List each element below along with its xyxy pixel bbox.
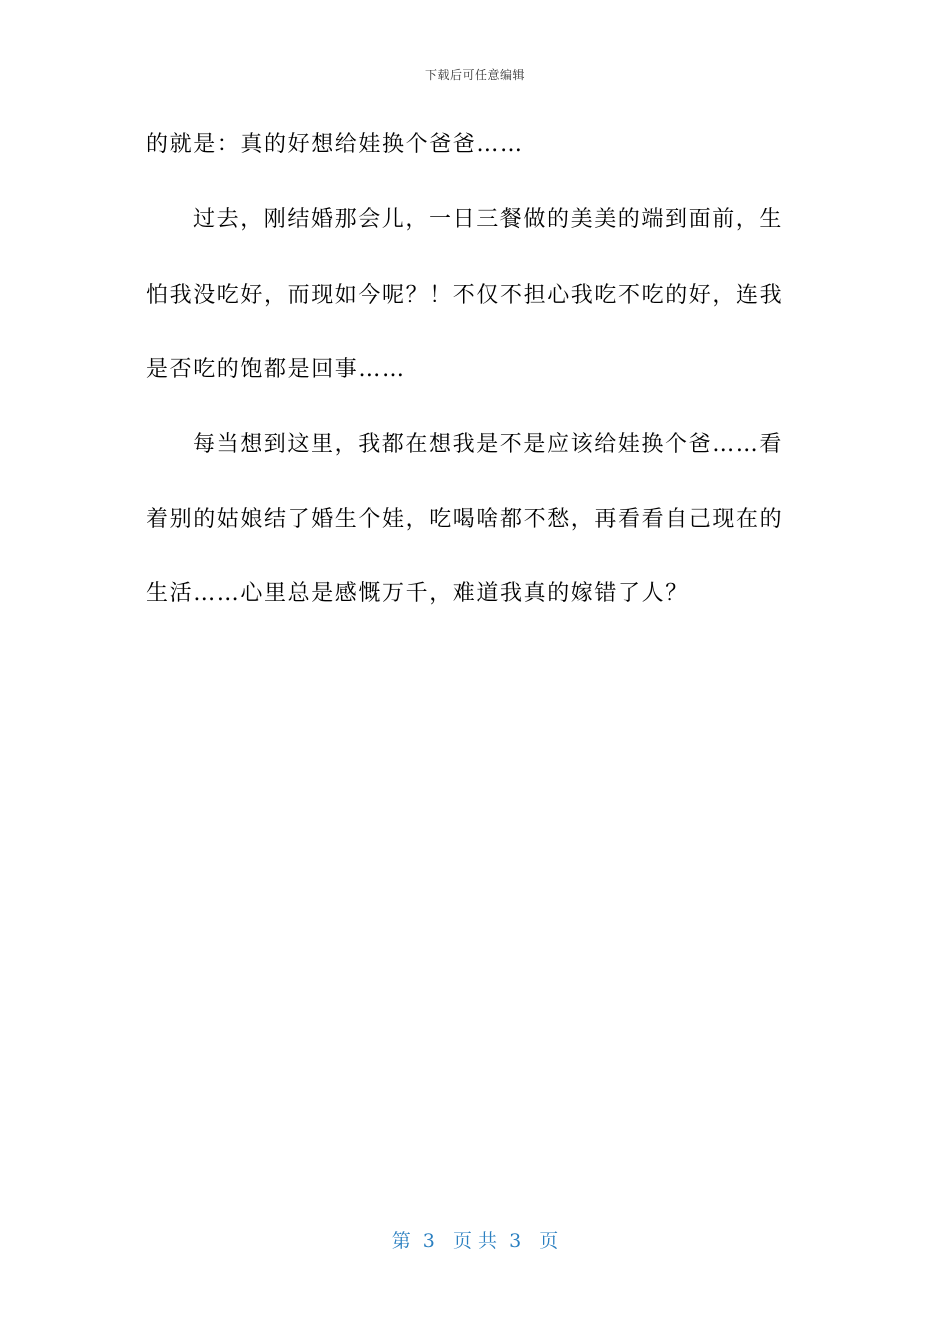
paragraph-line: 过去，刚结婚那会儿，一日三餐做的美美的端到面前，生 [193, 207, 784, 232]
paragraph-line: 生活……心里总是感慨万千，难道我真的嫁错了人？ [146, 581, 689, 606]
paragraph-line: 怕我没吃好，而现如今呢？！不仅不担心我吃不吃的好，连我 [146, 283, 784, 308]
paragraph-line: 每当想到这里，我都在想我是不是应该给娃换个爸……看 [193, 432, 784, 457]
paragraph-line: 的就是：真的好想给娃换个爸爸…… [146, 132, 524, 157]
paragraph-line: 是否吃的饱都是回事…… [146, 357, 406, 382]
page-number-footer: 第 3 页 共 3 页 [391, 1230, 559, 1252]
page-header: 下载后可任意编辑 [424, 68, 525, 82]
paragraph-line: 着别的姑娘结了婚生个娃，吃喝啥都不愁，再看看自己现在的 [146, 507, 784, 532]
